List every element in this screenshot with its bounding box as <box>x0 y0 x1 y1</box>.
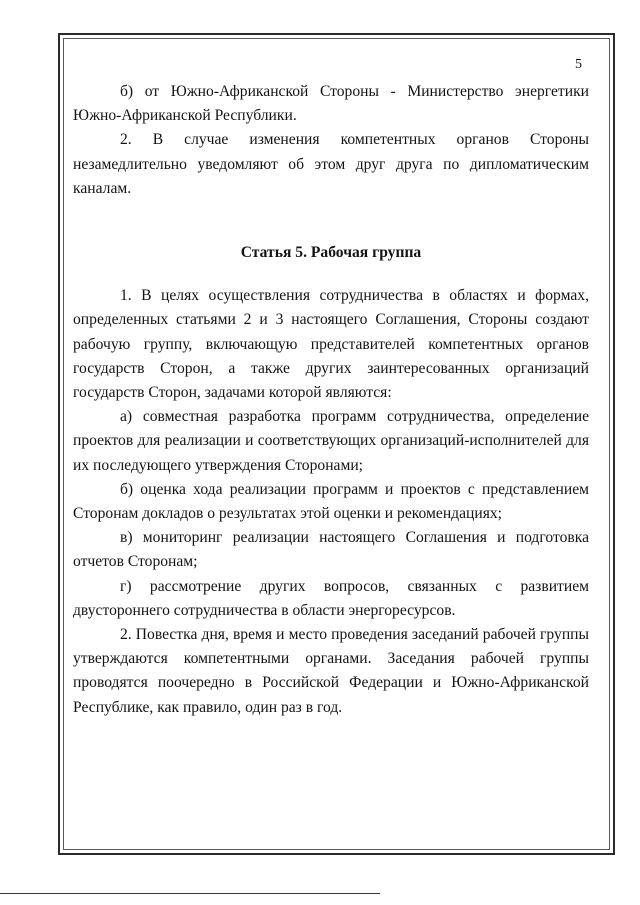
paragraph-authority-south-africa: б) от Южно-Африканской Стороны - Министерство энергетики Южно-Африканской Республики. <box>73 83 589 125</box>
article-5-heading: Статья 5. Рабочая группа <box>240 244 422 262</box>
page-number: 5 <box>575 57 582 72</box>
scan-edge-line <box>0 893 380 894</box>
paragraph-working-group: 1. В целях осуществления сотрудничества в областях и формах, определенных статьями 2 и 3 настоящего Соглашения, Стороны создают рабочую группу, включающую представителей компетентных органов государств Сторон, а также других заинтересованных организаций государств Сторон, задачами которой являются: <box>73 287 589 402</box>
list-item-b: б) оценка хода реализации программ и проектов с представлением Сторонам докладов о результатах этой оценки и рекомендациях; <box>73 480 589 523</box>
paragraph-change-of-authorities: 2. В случае изменения компетентных органов Стороны незамедлительно уведомляют об этом друг друга по дипломатическим каналам. <box>73 131 589 197</box>
list-item-a: а) совместная разработка программ сотрудничества, определение проектов для реализации и соответствующих организаций-исполнителей для их последующего утверждения Сторонами; <box>73 408 589 474</box>
list-item-v: в) мониторинг реализации настоящего Соглашения и подготовка отчетов Сторонам; <box>73 529 589 571</box>
paragraph-agenda: 2. Повестка дня, время и место проведения заседаний рабочей группы утверждаются компетентными органами. Заседания рабочей группы проводятся поочередно в Российской Федерации и Южно-Африканской Республике, как правило, один раз в год. <box>73 626 589 716</box>
document-body <box>73 80 589 720</box>
list-item-g: г) рассмотрение других вопросов, связанных с развитием двустороннего сотрудничества в области энергоресурсов. <box>73 577 589 619</box>
